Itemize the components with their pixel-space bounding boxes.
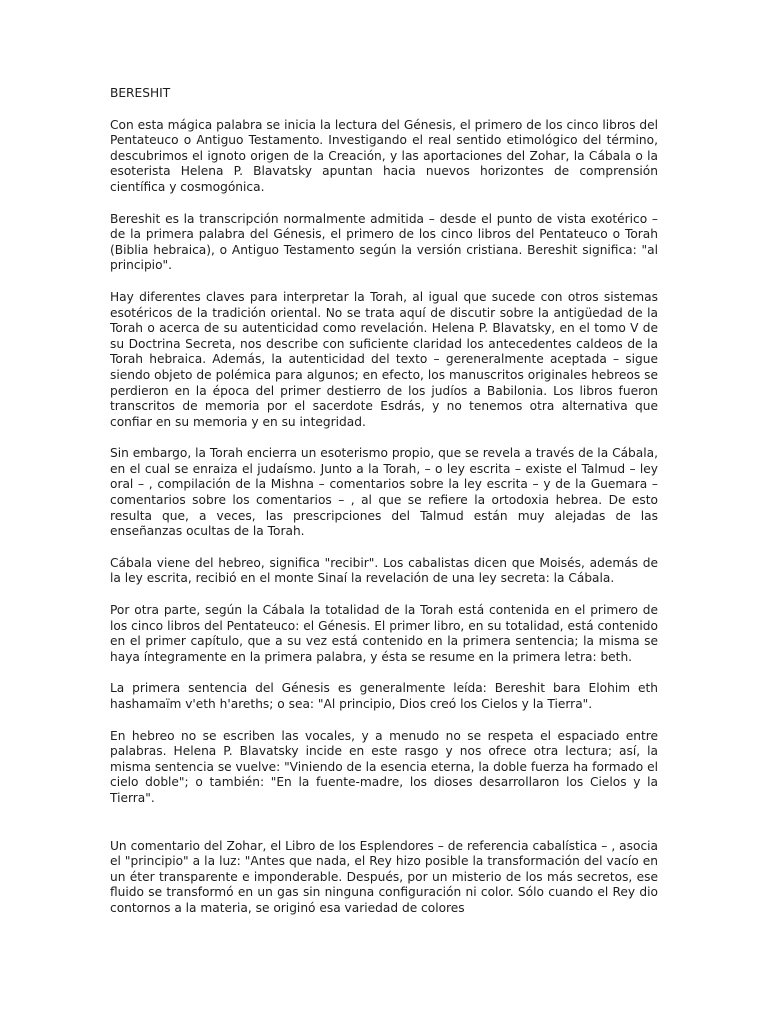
paragraph-7: La primera sentencia del Génesis es generalmente leída: Bereshit bara Elohim eth hashamaïm v'eth h'areths; o sea: "Al principio, Dios creó los Cielos y la Tierra". — [110, 681, 658, 711]
paragraph-6: Por otra parte, según la Cábala la totalidad de la Torah está contenida en el primero de los cinco libros del Pentateuco: el Génesis. El primer libro, en su totalidad, está contenido en el primer capítulo, que a su vez está contenido en la primera sentencia; la misma se haya íntegramente en la primera palabra, y ésta se resume en la primera letra: beth. — [110, 603, 658, 664]
paragraph-9: Un comentario del Zohar, el Libro de los Esplendores – de referencia cabalística – , asocia el "principio" a la luz: "Antes que nada, el Rey hizo posible la transformación del vacío en un éter transparente e imponderable. Después, por un misterio de los más secretos, ese fluido se transformó en un gas sin ninguna configuración ni color. Sólo cuando el Rey dio contornos a la materia, se originó esa variedad de colores — [110, 838, 658, 915]
paragraph-4: Sin embargo, la Torah encierra un esoterismo propio, que se revela a través de la Cábala, en el cual se enraiza el judaísmo. Junto a la Torah, – o ley escrita – existe el Talmud – ley oral – , compilación de la Mishna – comentarios sobre la ley escrita – y de la Guemara – comentarios sobre los comentarios – , al que se refiere la ortodoxia hebrea. De esto resulta que, a veces, las prescripciones del Talmud están muy alejadas de las enseñanzas ocultas de la Torah. — [110, 446, 658, 539]
document-page — [110, 86, 658, 933]
paragraph-1: Con esta mágica palabra se inicia la lectura del Génesis, el primero de los cinco libros del Pentateuco o Antiguo Testamento. Investigando el real sentido etimológico del término, descubrimos el ignoto origen de la Creación, y las aportaciones del Zohar, la Cábala o la esoterista Helena P. Blavatsky apuntan hacia nuevos horizontes de comprensión científica y cosmogónica. — [110, 117, 658, 194]
paragraph-3: Hay diferentes claves para interpretar la Torah, al igual que sucede con otros sistemas esotéricos de la tradición oriental. No se trata aquí de discutir sobre la antigüedad de la Torah o acerca de su autenticidad como revelación. Helena P. Blavatsky, en el tomo V de su Doctrina Secreta, nos describe con suficiente claridad los antecedentes caldeos de la Torah hebraica. Además, la autenticidad del texto – gereneralmente aceptada – sigue siendo objeto de polémica para algunos; en efecto, los manuscritos originales hebreos se perdieron en la época del primer destierro de los judíos a Babilonia. Los libros fueron transcritos de memoria por el sacerdote Esdrás, y no tenemos otra alternativa que confiar en su memoria y en su integridad. — [110, 289, 658, 429]
paragraph-5: Cábala viene del hebreo, significa "recibir". Los cabalistas dicen que Moisés, además de la ley escrita, recibió en el monte Sinaí la revelación de una ley secreta: la Cábala. — [110, 555, 658, 586]
paragraph-2: Bereshit es la transcripción normalmente admitida – desde el punto de vista exotérico – de la primera palabra del Génesis, el primero de los cinco libros del Pentateuco o Torah (Biblia hebraica), o Antiguo Testamento según la versión cristiana. Bereshit significa: "al principio". — [110, 211, 658, 273]
document-title: BERESHIT — [110, 86, 171, 100]
paragraph-8: En hebreo no se escriben las vocales, y a menudo no se respeta el espaciado entre palabras. Helena P. Blavatsky incide en este rasgo y nos ofrece otra lectura; así, la misma sentencia se vuelve: "Viniendo de la esencia eterna, la doble fuerza ha formado el cielo doble"; o también: "En la fuente-madre, los dioses desarrollaron los Cielos y la Tierra". — [110, 728, 658, 805]
